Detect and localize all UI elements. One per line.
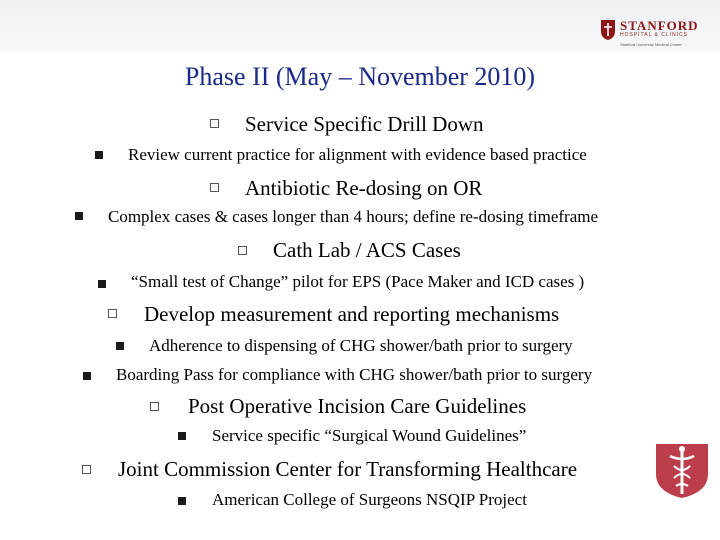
bullet-item: Post Operative Incision Care Guidelines bbox=[188, 394, 527, 418]
logo-subtitle: HOSPITAL & CLINICS bbox=[620, 32, 689, 38]
bullet-item: Complex cases & cases longer than 4 hours; define re-dosing timeframe bbox=[108, 207, 599, 226]
bullet-item: Cath Lab / ACS Cases bbox=[273, 238, 461, 262]
hollow-square-bullet-icon bbox=[210, 119, 219, 128]
solid-square-bullet-icon bbox=[98, 280, 106, 288]
hollow-square-bullet-icon bbox=[150, 402, 159, 411]
logo-name: STANFORD bbox=[620, 18, 699, 33]
hollow-square-bullet-icon bbox=[82, 465, 91, 474]
solid-square-bullet-icon bbox=[83, 372, 91, 380]
solid-square-bullet-icon bbox=[116, 342, 124, 350]
caduceus-seal-icon bbox=[648, 440, 716, 500]
slide-title: Phase II (May – November 2010) bbox=[184, 62, 536, 91]
bullet-item: Boarding Pass for compliance with CHG shower/bath prior to surgery bbox=[116, 365, 593, 384]
stanford-logo bbox=[600, 16, 712, 52]
bullet-item: Service Specific Drill Down bbox=[245, 112, 484, 136]
bullet-item: Develop measurement and reporting mechanisms bbox=[144, 302, 560, 326]
bullet-item: Service specific “Surgical Wound Guidelines” bbox=[212, 426, 527, 445]
bullet-item: “Small test of Change” pilot for EPS (Pace Maker and ICD cases ) bbox=[131, 272, 585, 291]
solid-square-bullet-icon bbox=[75, 212, 83, 220]
solid-square-bullet-icon bbox=[95, 151, 103, 159]
bullet-item: Review current practice for alignment with evidence based practice bbox=[128, 145, 587, 164]
solid-square-bullet-icon bbox=[178, 432, 186, 440]
bullet-item: Antibiotic Re-dosing on OR bbox=[245, 176, 483, 200]
hollow-square-bullet-icon bbox=[238, 246, 247, 255]
hollow-square-bullet-icon bbox=[108, 309, 117, 318]
bullet-item: Joint Commission Center for Transforming Healthcare bbox=[118, 457, 578, 481]
hollow-square-bullet-icon bbox=[210, 183, 219, 192]
solid-square-bullet-icon bbox=[178, 497, 186, 505]
bullet-item: American College of Surgeons NSQIP Project bbox=[212, 490, 527, 509]
bullet-item: Adherence to dispensing of CHG shower/bath prior to surgery bbox=[149, 336, 573, 355]
logo-tagline: Stanford University Medical Center bbox=[620, 42, 682, 47]
stanford-shield-icon bbox=[600, 19, 616, 41]
